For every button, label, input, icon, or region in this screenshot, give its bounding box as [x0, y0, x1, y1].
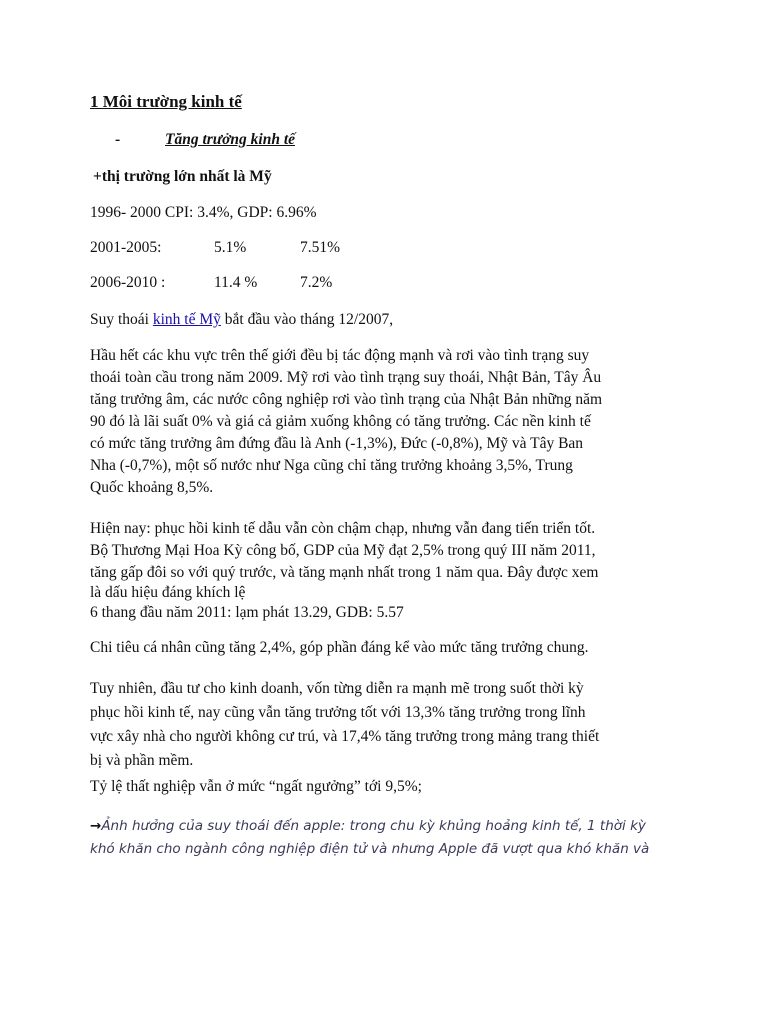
paragraph-line: 6 thang đầu năm 2011: lạm phát 13.29, GDB: 5.57	[90, 604, 404, 621]
paragraph-line: phục hồi kinh tế, nay cũng vẫn tăng trưởng tốt với 13,3% tăng trưởng trong lĩnh	[90, 704, 586, 721]
subheading	[115, 129, 295, 151]
us-economy-link[interactable]: kinh tế Mỹ	[152, 311, 221, 328]
paragraph-line: bị và phần mềm.	[90, 752, 194, 769]
paragraph-line: Quốc khoảng 8,5%.	[90, 479, 214, 496]
apple-impact-paragraph	[90, 815, 700, 861]
bullet-dash: -	[115, 131, 121, 148]
paragraph-consumer-spending: Chi tiêu cá nhân cũng tăng 2,4%, góp phần đáng kể vào mức tăng trưởng chung.	[90, 639, 589, 656]
right-arrow-icon: →	[90, 818, 102, 834]
recession-before: Suy thoái	[90, 311, 153, 328]
paragraph-line: khó khăn cho ngành công nghiệp điện tử và nhưng Apple đã vượt qua khó khăn và	[90, 841, 650, 857]
stat-gdp: 7.2%	[300, 274, 333, 291]
paragraph-line: 90 đó là lãi suất 0% và giá cả giảm xuống không có tăng trưởng. Các nền kinh tế	[90, 413, 591, 430]
recession-after: bắt đầu vào tháng 12/2007,	[220, 311, 394, 328]
stat-cpi: 11.4 %	[214, 274, 258, 291]
stat-row	[90, 237, 340, 259]
paragraph-current-recovery	[90, 518, 690, 624]
recession-line	[90, 309, 393, 331]
paragraph-line: Hầu hết các khu vực trên thế giới đều bị tác động mạnh và rơi vào tình trạng suy	[90, 347, 590, 364]
paragraph-line: Hiện nay: phục hồi kinh tế dẫu vẫn còn chậm chạp, nhưng vẫn đang tiến triển tốt.	[90, 520, 596, 537]
subheading-text: Tăng trưởng kinh tế	[165, 131, 296, 148]
stat-label: 1996- 2000 CPI: 3.4%, GDP: 6.96%	[90, 204, 317, 221]
paragraph-line: Bộ Thương Mại Hoa Kỳ công bố, GDP của Mỹ đạt 2,5% trong quý III năm 2011,	[90, 542, 596, 559]
stat-row	[90, 272, 332, 294]
market-note: +thị trường lớn nhất là Mỹ	[93, 168, 272, 185]
stat-cpi: 5.1%	[214, 239, 247, 256]
unemployment-line: Tỷ lệ thất nghiệp vẫn ở mức “ngất ngưởng” tới 9,5%;	[90, 778, 422, 795]
paragraph-line: có mức tăng trưởng âm đứng đầu là Anh (-1,3%), Đức (-0,8%), Mỹ và Tây Ban	[90, 435, 584, 452]
paragraph-line	[90, 815, 700, 838]
paragraph-line: Tuy nhiên, đầu tư cho kinh doanh, vốn từng diễn ra mạnh mẽ trong suốt thời kỳ	[90, 680, 584, 697]
paragraph-business-investment	[90, 677, 690, 773]
paragraph-line: tăng trưởng âm, các nước công nghiệp rơi vào tình trạng của Nhật Bản những năm	[90, 391, 603, 408]
impact-line-text: Ảnh hưởng của suy thoái đến apple: trong chu kỳ khủng hoảng kinh tế, 1 thời kỳ	[101, 818, 646, 834]
paragraph-line: vực xây nhà cho người không cư trú, và 17,4% tăng trưởng trong mảng trang thiết	[90, 728, 600, 745]
stat-row	[90, 202, 316, 224]
section-heading: 1 Môi trường kinh tế	[90, 92, 242, 111]
paragraph-global-recession	[90, 345, 690, 499]
stat-gdp: 7.51%	[300, 239, 341, 256]
paragraph-line: là dấu hiệu đáng khích lệ	[90, 584, 246, 601]
paragraph-line: tăng gấp đôi so với quý trước, và tăng mạnh nhất trong 1 năm qua. Đây được xem	[90, 564, 599, 581]
paragraph-line: thoái toàn cầu trong năm 2009. Mỹ rơi vào tình trạng suy thoái, Nhật Bản, Tây Âu	[90, 369, 602, 386]
stat-period: 2001-2005:	[90, 239, 162, 256]
stat-period: 2006-2010 :	[90, 274, 166, 291]
paragraph-line: Nha (-0,7%), một số nước như Nga cũng chỉ tăng trưởng khoảng 3,5%, Trung	[90, 457, 573, 474]
